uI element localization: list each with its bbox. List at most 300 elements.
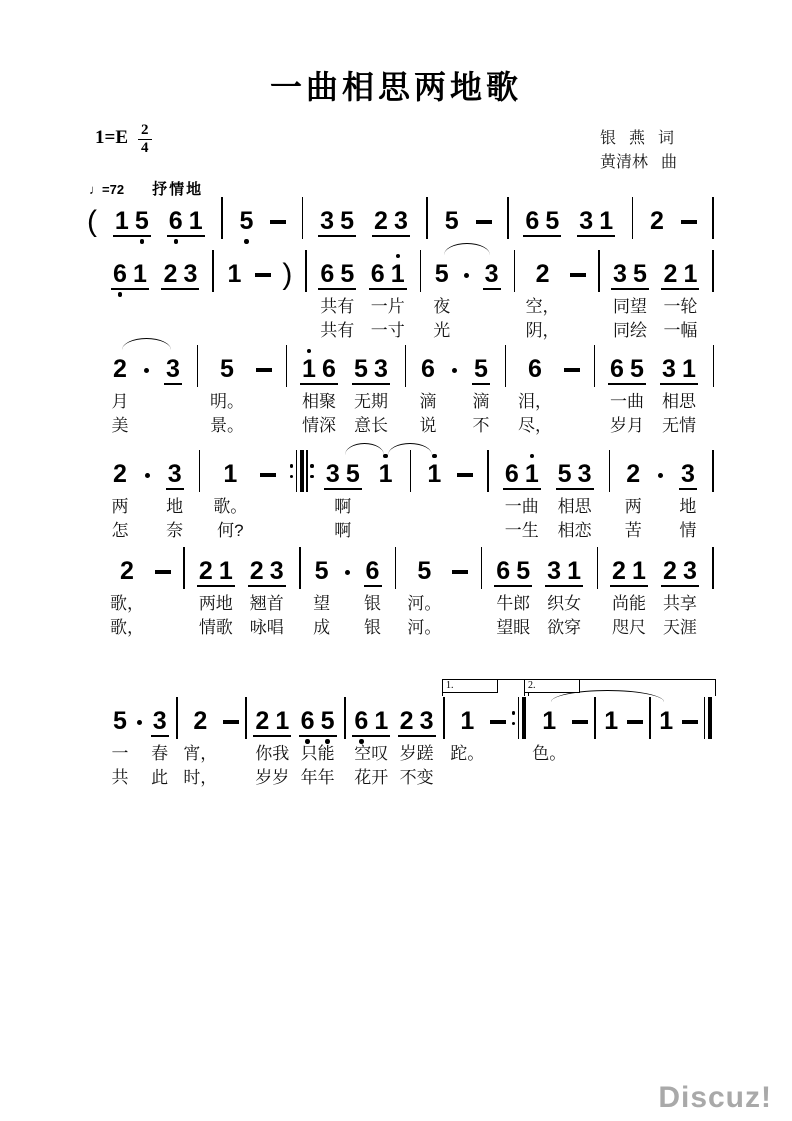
note	[317, 195, 357, 243]
barline-stroke	[305, 250, 307, 292]
symbol-row	[457, 460, 473, 490]
dot-slot	[522, 454, 542, 459]
barline-stroke	[410, 450, 412, 492]
dash-continuation	[490, 695, 506, 737]
lyric-line-1: 春	[151, 744, 169, 763]
volta-bracket	[442, 679, 529, 696]
barline-stroke	[713, 345, 715, 387]
note-digits	[623, 460, 643, 490]
low-octave-dot	[244, 239, 249, 244]
time-signature-numerator: 2	[138, 123, 152, 140]
note-digits	[317, 207, 357, 237]
barline-stroke	[426, 197, 428, 239]
lyric-line-1: 色。	[532, 744, 567, 763]
dash-stroke	[457, 473, 473, 476]
lyric-line-2: 奈	[166, 521, 184, 540]
octave-dots-below	[317, 237, 357, 243]
note-digits	[424, 460, 444, 490]
barline-stroke	[176, 697, 178, 739]
digit: 5	[340, 260, 355, 288]
dash-stroke	[682, 720, 698, 723]
lyric-line-2: 岁月	[610, 416, 644, 435]
dot-slot	[299, 349, 319, 354]
symbol-row	[682, 707, 698, 737]
digit: 6	[168, 207, 183, 235]
note-digits	[224, 260, 244, 290]
note-digits	[376, 460, 396, 490]
lyric-line-2: 啊	[334, 521, 352, 540]
note	[196, 545, 236, 641]
note-digits	[525, 355, 545, 385]
dash-continuation	[452, 545, 468, 587]
octave-dots-above	[110, 695, 130, 707]
aug-dot-stroke	[144, 368, 149, 373]
lyric-line-2: 相恋	[557, 521, 592, 540]
digit: 2	[163, 260, 178, 288]
octave-dots-above	[442, 195, 462, 207]
lyric-line-2: 情深	[302, 416, 336, 435]
lyric-line-2: 意长	[354, 416, 388, 435]
note-digits	[471, 355, 491, 385]
note-digits	[160, 260, 200, 290]
digit: 5	[113, 707, 127, 735]
digit: 2	[374, 207, 388, 235]
digit: 1	[427, 460, 442, 488]
symbol-row	[462, 260, 471, 290]
barline-stroke	[649, 697, 651, 739]
dash-stroke	[452, 570, 468, 573]
high-octave-dot	[396, 254, 401, 259]
digit: 3	[325, 460, 340, 488]
digit: 5	[557, 460, 572, 488]
digit: 2	[249, 557, 264, 585]
aug-dot-stroke	[145, 473, 150, 478]
octave-dots-below	[522, 237, 562, 243]
barline-stroke	[344, 697, 346, 739]
digit: 1	[542, 707, 557, 735]
note	[397, 695, 437, 791]
barline-stroke	[712, 197, 714, 239]
digit: 1	[133, 260, 147, 288]
system-5	[85, 545, 715, 641]
digit: 3	[547, 557, 562, 585]
symbol-row	[135, 707, 144, 737]
lyric-line-2: 共	[111, 768, 129, 787]
digit: 5	[220, 355, 234, 383]
note	[298, 695, 338, 791]
note	[183, 695, 217, 791]
thin-bar	[518, 697, 520, 739]
lyricist-credit: 银 燕 词	[600, 130, 675, 147]
note-digits	[165, 460, 185, 490]
octave-dots-above	[351, 695, 391, 707]
lyric-line-1: 河。	[407, 594, 442, 613]
lyric-line-2: 情	[679, 521, 697, 540]
octave-dots-above	[299, 343, 339, 355]
symbol-row	[450, 355, 459, 385]
digit: 6	[113, 260, 127, 288]
lyric-line-1: 相思	[662, 392, 696, 411]
digit: 5	[340, 207, 355, 235]
note	[165, 448, 185, 544]
lyric-line-1: 两地	[198, 594, 233, 613]
note-digits	[555, 460, 595, 490]
note	[424, 448, 444, 544]
dash-stroke	[570, 273, 586, 276]
note-digits	[660, 557, 700, 587]
tempo-bpm: ♩=72	[89, 182, 125, 197]
barline-stroke	[302, 197, 304, 239]
octave-dots-below	[371, 237, 411, 243]
note	[312, 545, 332, 641]
dash-stroke	[627, 720, 643, 723]
thin-bar	[704, 697, 706, 739]
digit: 5	[314, 557, 329, 585]
barline-stroke	[245, 697, 247, 739]
octave-dots-above	[493, 545, 533, 557]
low-octave-dot	[118, 292, 123, 297]
octave-dots-above	[457, 695, 477, 707]
lyric-line-1: 银	[364, 594, 381, 613]
digit: 5	[630, 355, 644, 383]
note-digits	[544, 557, 584, 587]
symbol-row	[143, 460, 152, 490]
note	[659, 343, 699, 439]
octave-dots-below	[482, 290, 502, 296]
repeat-dot	[290, 475, 294, 479]
digit: 6	[370, 260, 385, 288]
symbol-row	[270, 207, 286, 237]
lyric-line-1: 月	[111, 392, 129, 411]
lyric-line-2: 共有	[320, 321, 355, 340]
note	[502, 448, 542, 544]
lyric-line-1: 一	[111, 744, 129, 763]
lyric-line-1: 只能	[300, 744, 335, 763]
note-digits	[110, 460, 130, 490]
time-signature-denominator: 4	[141, 140, 149, 156]
digit: 1	[604, 707, 619, 735]
octave-dots-above	[525, 343, 545, 355]
lyric-line-2: 一幅	[663, 321, 698, 340]
barline-stroke	[712, 547, 714, 589]
octave-dots-above	[112, 195, 152, 207]
octave-dots-above	[317, 248, 357, 260]
digit: 3	[484, 260, 499, 288]
digit: 1	[632, 557, 646, 585]
score	[85, 181, 715, 791]
lyric-line-1: 明。	[210, 392, 244, 411]
digit: 2	[663, 260, 678, 288]
note	[623, 448, 643, 544]
octave-dots-above	[190, 695, 210, 707]
note	[532, 695, 566, 791]
lyric-line-1: 空叹	[354, 744, 389, 763]
barline-stroke	[514, 250, 516, 292]
note-digits	[482, 260, 502, 290]
barline-stroke	[505, 345, 507, 387]
lyric-line-2: 咏唱	[249, 618, 284, 637]
octave-dots-above	[678, 448, 698, 460]
symbol-row	[155, 557, 171, 587]
aug-dot-stroke	[658, 473, 663, 478]
dash-stroke	[223, 720, 239, 723]
digit: 1	[599, 207, 614, 235]
digit: 1	[524, 460, 539, 488]
octave-dots-above	[623, 448, 643, 460]
digit: 3	[166, 355, 180, 383]
octave-dots-above	[252, 695, 292, 707]
dot-slot	[110, 292, 130, 297]
digit: 6	[354, 707, 369, 735]
lyric-line-2: 一寸	[370, 321, 405, 340]
song-title: 一曲相思两地歌	[269, 69, 522, 105]
note	[376, 448, 396, 544]
note-digits	[237, 207, 257, 237]
note	[522, 195, 562, 243]
lyric-line-2: 同绘	[612, 321, 647, 340]
lyric-line-1: 泪，	[518, 392, 552, 411]
symbol-row: (	[87, 205, 97, 238]
lyric-line-1: 共享	[662, 594, 697, 613]
barline-stroke	[712, 250, 714, 292]
digit: 6	[525, 207, 540, 235]
digit: 6	[320, 260, 335, 288]
note	[110, 248, 150, 344]
digit: 1	[302, 355, 316, 383]
high-octave-dot	[432, 454, 437, 459]
note	[678, 448, 698, 544]
repeat-dot	[290, 464, 294, 468]
repeat-dots	[290, 464, 294, 478]
lyric-line-1: 相思	[557, 497, 592, 516]
lyric-line-2: 美	[111, 416, 129, 435]
octave-dots-above	[150, 695, 170, 707]
lyric-line-2: 尽，	[518, 416, 552, 435]
lyric-line-1: 岁蹉	[399, 744, 434, 763]
symbol-row	[255, 260, 271, 290]
barline-stroke	[183, 547, 185, 589]
octave-dots-below	[656, 737, 676, 743]
lyric-line-2: 何?	[217, 521, 244, 540]
credits	[600, 127, 677, 175]
slur	[444, 243, 490, 255]
dot-slot	[388, 254, 408, 259]
lyric-line-2: 天涯	[662, 618, 697, 637]
lyric-line-1: 两	[111, 497, 129, 516]
lyric-line-1: 一曲	[504, 497, 539, 516]
lyric-line-2: 银	[364, 618, 381, 637]
octave-dots-above	[609, 545, 649, 557]
digit: 5	[239, 207, 254, 235]
lyric-line-1: 空，	[525, 297, 560, 316]
augmentation-dot	[656, 448, 665, 490]
note-digits	[351, 707, 391, 737]
dash-stroke	[572, 720, 588, 723]
repeat-dot	[310, 475, 314, 479]
note-digits	[323, 460, 363, 490]
octave-dots-above	[317, 195, 357, 207]
slur	[345, 443, 384, 455]
lyric-line-1: 你我	[255, 744, 290, 763]
lyric-line-2: 苦	[624, 521, 642, 540]
lyric-line-1: 尚能	[612, 594, 646, 613]
symbol-row: )	[282, 258, 293, 291]
lyric-line-2: 一生	[504, 521, 539, 540]
octave-dots-above	[224, 248, 244, 260]
octave-dots-above	[165, 448, 185, 460]
digit: 1	[659, 707, 674, 735]
octave-dots-above	[247, 545, 287, 557]
lyric-line-1: 啊	[334, 497, 352, 516]
octave-dots-below	[601, 737, 621, 743]
lyric-line-1: 织女	[547, 594, 582, 613]
lyric-line-1: 一轮	[663, 297, 698, 316]
note	[656, 695, 676, 791]
barline-stroke	[507, 197, 509, 239]
digit: 3	[269, 557, 284, 585]
note-digits	[432, 260, 452, 290]
discuz-watermark: Discuz!	[658, 1081, 772, 1114]
octave-dots-above	[220, 448, 240, 460]
dash-stroke	[155, 570, 171, 573]
digit: 1	[218, 557, 233, 585]
lyric-line-2: 怎	[111, 521, 129, 540]
note	[432, 248, 452, 344]
dash-continuation	[682, 695, 698, 737]
octave-dots-above	[160, 248, 200, 260]
note-digits	[457, 707, 477, 737]
digit: 6	[528, 355, 542, 383]
lyric-line-2: 不变	[399, 768, 434, 787]
note-digits	[110, 355, 130, 385]
system-6	[85, 680, 715, 791]
note-digits	[163, 355, 183, 385]
note	[110, 448, 130, 544]
dash-continuation	[564, 343, 580, 385]
digit: 3	[394, 207, 408, 235]
note	[518, 343, 552, 439]
note-digits	[351, 355, 391, 385]
dash-stroke	[476, 220, 492, 223]
symbol-row	[256, 355, 272, 385]
note	[317, 248, 357, 344]
lyric-line-1: 滴	[472, 392, 490, 411]
digit: 6	[365, 557, 380, 585]
note-digits	[610, 260, 650, 290]
lyric-line-1: 两	[624, 497, 642, 516]
octave-dots-above	[110, 248, 150, 260]
high-octave-dot	[307, 349, 312, 354]
digit: 5	[516, 557, 531, 585]
barline-stroke	[420, 250, 422, 292]
digit: 1	[567, 557, 582, 585]
note	[166, 195, 206, 243]
high-octave-dot	[530, 454, 535, 459]
note-digits	[647, 207, 667, 237]
note-digits	[196, 557, 236, 587]
thick-bar	[708, 697, 712, 739]
octave-dots-above	[298, 695, 338, 707]
lyric-line-2: 情歌	[198, 618, 233, 637]
symbol-row	[656, 460, 665, 490]
note-digits	[418, 355, 438, 385]
octave-dots-below	[647, 237, 667, 243]
dash-continuation	[223, 695, 239, 737]
digit: 1	[188, 207, 203, 235]
augmentation-dot	[450, 343, 459, 385]
lyric-line-2: 光	[433, 321, 451, 340]
aug-dot-stroke	[345, 570, 350, 575]
dash-continuation	[256, 343, 272, 385]
note	[299, 343, 339, 439]
note-digits	[442, 207, 462, 237]
note-digits	[533, 260, 553, 290]
symbol-row	[452, 557, 468, 587]
lyric-line-2: 此	[151, 768, 169, 787]
digit: 1	[275, 707, 290, 735]
note-digits	[576, 207, 616, 237]
lyric-line-2: 说	[419, 416, 437, 435]
note	[323, 448, 363, 544]
volta-bracket	[524, 679, 716, 696]
octave-dots-above	[312, 545, 332, 557]
lyric-line-2: 年年	[300, 768, 335, 787]
repeat-dots	[512, 711, 516, 725]
symbol-row	[627, 707, 643, 737]
note-digits	[252, 707, 292, 737]
note	[660, 545, 700, 641]
octave-dots-above	[471, 343, 491, 355]
dash-continuation	[570, 248, 586, 290]
key-root: 1=E	[95, 127, 128, 148]
dash-continuation	[255, 248, 271, 290]
barline-stroke	[594, 697, 596, 739]
digit: 5	[345, 460, 360, 488]
digit: 1	[378, 460, 393, 488]
lyric-line-1: 地	[166, 497, 184, 516]
low-octave-dot	[140, 239, 145, 244]
dot-slot	[166, 239, 186, 244]
digit: 2	[535, 260, 550, 288]
barline-stroke	[597, 547, 599, 589]
note	[224, 248, 244, 344]
symbol-row	[572, 707, 588, 737]
note-digits	[150, 707, 170, 737]
octave-dots-above	[217, 343, 237, 355]
digit: 3	[680, 460, 695, 488]
dash-continuation	[681, 195, 697, 237]
octave-dots-below	[224, 290, 244, 296]
barline-stroke	[609, 450, 611, 492]
barline-stroke	[395, 547, 397, 589]
octave-dots-above	[368, 248, 408, 260]
symbol-row	[260, 460, 276, 490]
note-digits	[660, 260, 700, 290]
note-digits	[110, 707, 130, 737]
barline-stroke	[405, 345, 407, 387]
octave-dots-above	[659, 343, 699, 355]
note-digits	[112, 207, 152, 237]
lyric-line-1: 一片	[370, 297, 405, 316]
octave-dots-above	[196, 545, 236, 557]
barline-stroke	[197, 345, 199, 387]
digit: 2	[255, 707, 270, 735]
note-digits	[659, 355, 699, 385]
open-paren	[86, 195, 98, 237]
dash-continuation	[260, 448, 276, 490]
note	[407, 545, 441, 641]
symbol-row	[343, 557, 352, 587]
